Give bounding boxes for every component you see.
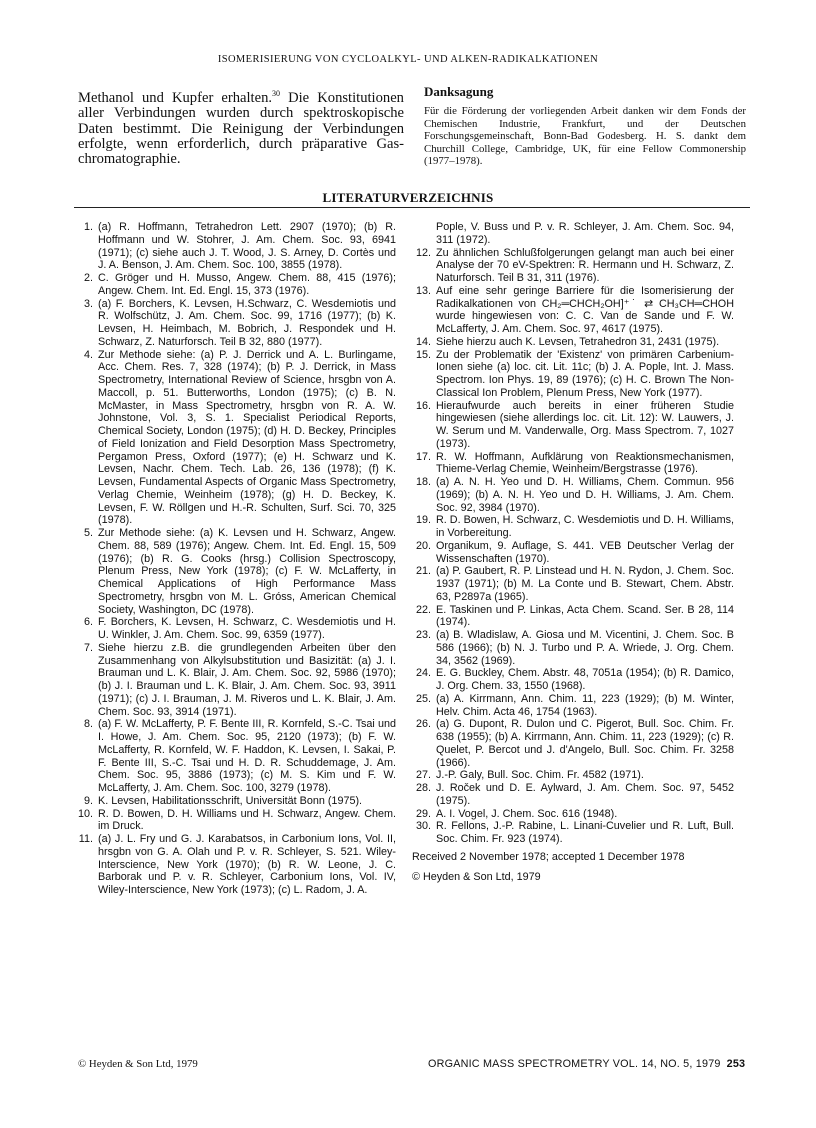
reference-number: 25. (415, 692, 431, 705)
reference-item (412, 514, 734, 540)
received-note: Received 2 November 1978; accepted 1 December 1978 (412, 850, 685, 863)
intro-paragraph (78, 86, 404, 168)
reference-number: 19. (415, 514, 431, 527)
reference-item (412, 820, 734, 846)
reference-text: Auf eine sehr geringe Barriere für die Isomerisierung der Radikalkationen von CH₂═CHCH₂OH]⁺˙ ⇄ CH₃CH═CHOH wurde hingewiesen von: C. C. Van de Sande und F. W. McLafferty, J. Am. Chem. Soc. 97, 4617 (1975). (436, 284, 734, 335)
references-right-column (412, 221, 734, 883)
reference-number: 23. (415, 629, 431, 641)
reference-number: 12. (415, 246, 431, 259)
references-title: LITERATURVERZEICHNIS (322, 190, 494, 205)
reference-text: (a) P. Gaubert, R. P. Linstead und H. N. Rydon, J. Chem. Soc. 1937 (1971); (b) M. La Conte und B. Stewart, Chem. Abstr. 63, P2897a (1965). (436, 565, 734, 603)
reference-item (412, 769, 734, 782)
reference-item (412, 476, 734, 514)
reference-number: 3. (83, 297, 93, 310)
reference-text: (a) A. Kirrmann, Ann. Chim. 11, 223 (1929); (b) M. Winter, Helv. Chim. Acta 46, 1754 (1963). (436, 692, 734, 718)
reference-number: 6. (83, 616, 93, 629)
reference-number: 13. (415, 284, 431, 297)
reference-number: 8. (83, 718, 93, 731)
reference-item (74, 642, 396, 719)
reference-item (412, 336, 734, 349)
reference-number: 28. (415, 782, 431, 794)
reference-item (412, 693, 734, 719)
reference-text: A. I. Vogel, J. Chem. Soc. 616 (1948). (436, 807, 618, 820)
reference-item (74, 349, 396, 528)
reference-item (412, 782, 734, 808)
reference-text: R. Fellons, J.-P. Rabine, L. Linani-Cuvelier und R. Luft, Bull. Soc. Chim. Fr. 923 (1974). (436, 820, 734, 845)
reference-text: J.-P. Galy, Bull. Soc. Chim. Fr. 4582 (1971). (436, 769, 644, 782)
reference-item (74, 221, 396, 272)
reference-number: 5. (83, 527, 93, 539)
reference-text: F. Borchers, K. Levsen, H. Schwarz, C. Wesdemiotis und H. U. Winkler, J. Am. Chem. Soc. 99, 6359 (1977). (98, 616, 396, 641)
reference-item (74, 527, 396, 616)
acknowledgement-body: Für die Förderung der vorliegenden Arbeit danken wir dem Fonds der Chemischen Industrie, Frankfurt, und der Deutschen Forschungsgemeinschaft, Bonn-Bad Godesberg. H. S. dankt dem Churchill College, Cambridge, UK, für eine Fellow Commonership (1977–1978). (424, 105, 746, 168)
acknowledgement-heading: Danksagung (424, 84, 494, 99)
reference-number: 26. (415, 718, 431, 731)
reference-text: (a) J. L. Fry und G. J. Karabatsos, in Carbonium Ions, Vol. II, hrsgbn von G. A. Olah und P. v. R. Schleyer, S. 521. Wiley-Interscience, New York (1970); (b) R. W. Leone, J. C. Barborak und P. v. R. Schleyer, Carbonium Ions, Vol. IV, Wiley-Interscience, New York (1973); (c) L. Radom, J. A. (98, 833, 396, 896)
copyright-note: © Heyden & Son Ltd, 1979 (412, 870, 541, 883)
reference-number: 2. (83, 272, 93, 284)
reference-number: 17. (415, 450, 431, 463)
reference-number: 7. (83, 641, 93, 654)
reference-number: 21. (415, 565, 431, 578)
reference-number: 24. (415, 667, 431, 680)
reference-text: (a) A. N. H. Yeo und D. H. Williams, Chem. Commun. 956 (1969); (b) A. N. H. Yeo und D. H. Williams, J. Am. Chem. Soc. 92, 3984 (1970). (436, 476, 734, 514)
reference-text: Zur Methode siehe: (a) P. J. Derrick und A. L. Burlingame, Acc. Chem. Res. 7, 328 (1974); (b) P. J. Derrick, in Mass Spectrometry, International Review of Science, hrsgbn von A. Maccoll, p. 51. Butterworths, London (1975); (c) B. N. McMaster, in Mass Spectrometry, hrsgbn von R. A. W. Johnstone, Vol. 3, S. 1. Specialist Periodical Reports, Chemical Society, London (1975); (d) H. D. Beckey, Principles of Field Ionization and Field Desorption Mass Spectrometry, Pergamon Press, Oxford (1977); (e) H. Schwarz und K. Levsen, Nachr. Chem. Tech. Lab. 26, 136 (1978); (f) K. Levsen, Fundamental Aspects of Organic Mass Spectrometry, Verlag Chemie, Weinheim (1978); (g) H. D. Beckey, K. Levsen, F. W. Röllgen und H.-R. Schulten, Surf. Sci. 70, 325 (1978). (98, 348, 396, 527)
reference-text: R. D. Bowen, D. H. Williams und H. Schwarz, Angew. Chem. im Druck. (98, 807, 396, 833)
reference-item (412, 540, 734, 566)
reference-number: 1. (83, 221, 93, 233)
reference-text: K. Levsen, Habilitationsschrift, Universität Bonn (1975). (98, 794, 363, 807)
reference-item (74, 616, 396, 642)
reference-item (74, 808, 396, 834)
page-number: 253 (726, 1058, 746, 1070)
intro-text-after: Die Konstitutionen aller Verbindungen wurden durch spektroskopische Daten bestimmt. Die Reinigung der Verbindungen erfolgte, wenn erforderlich, durch präparative Gas-chromatographie. (78, 89, 404, 168)
reference-text: Zu ähnlichen Schlußfolgerungen gelangt man auch bei einer Analyse der 70 eV-Spektren: R. Hermann und H. Schwarz, Z. Naturforsch. Teil B 31, 311 (1976). (436, 246, 734, 284)
reference-item (412, 808, 734, 821)
reference-text: (a) F. W. McLafferty, P. F. Bente III, R. Kornfeld, S.-C. Tsai und I. Howe, J. Am. Chem. Soc. 95, 2120 (1973); (b) F. W. McLafferty, R. Kornfeld, W. F. Haddon, K. Levsen, I. Sakai, P. F. Bente III, S.-C. Tsai und H. D. R. Schuddemage, J. Am. Chem. Soc. 95, 3886 (1973); (c) M. S. Kim und F. W. McLafferty, J. Am. Chem. Soc. 100, 3279 (1978). (98, 718, 396, 794)
intro-text-before: Methanol und Kupfer erhalten. (78, 89, 273, 106)
reference-number: 15. (415, 348, 431, 361)
reference-text: Pople, V. Buss und P. v. R. Schleyer, J. Am. Chem. Soc. 94, 311 (1972). (436, 221, 734, 246)
reference-item (412, 247, 734, 285)
reference-item (74, 795, 396, 808)
reference-text: Siehe hierzu z.B. die grundlegenden Arbeiten über den Zusammenhang von Alkylsubstitution und Basizität: (a) J. I. Brauman und L. K. Blair, J. Am. Chem. Soc. 92, 5986 (1970); (b) J. I. Brauman und L. K. Blair, J. Am. Chem. Soc. 93, 3911 (1971); (c) J. I. Brauman, J. M. Riveros und L. K. Blair, J. Am. Chem. Soc. 93, 3914 (1971). (98, 641, 396, 718)
reference-text: J. Roček und D. E. Aylward, J. Am. Chem. Soc. 97, 5452 (1975). (436, 782, 734, 807)
reference-text: Organikum, 9. Auflage, S. 441. VEB Deutscher Verlag der Wissenschaften (1970). (436, 539, 734, 565)
reference-text: Hieraufwurde auch bereits in einer früheren Studie hingewiesen (siehe allerdings loc. cit. Lit. 12): W. Lauwers, J. W. Serum und M. Vanderwalle, Org. Mass Spectrom. 7, 1027 (1973). (436, 399, 734, 450)
reference-item (412, 718, 734, 769)
reference-text: (a) F. Borchers, K. Levsen, H.Schwarz, C. Wesdemiotis und R. Wolfschütz, J. Am. Chem. Soc. 99, 1716 (1977); (b) K. Levsen, H. Heimbach, M. Bobrich, J. Respondek und H. Schwarz, Z. Naturforsch. Teil B 32, 880 (1977). (98, 297, 396, 348)
reference-item (74, 272, 396, 298)
running-head: ISOMERISIERUNG VON CYCLOALKYL- UND ALKEN-RADIKALKATIONEN (217, 54, 599, 65)
reference-item (412, 565, 734, 603)
reference-text: (a) R. Hoffmann, Tetrahedron Lett. 2907 (1970); (b) R. Hoffmann und W. Stohrer, J. Am. Chem. Soc. 93, 6941 (1971); (c) siehe auch J. T. Wood, J. S. Arney, D. Cortès und J. A. Benson, J. Am. Chem. Soc. 100, 3855 (1978). (98, 221, 396, 272)
footer-copyright: © Heyden & Son Ltd, 1979 (78, 1058, 198, 1070)
reference-number: 18. (415, 476, 431, 488)
acknowledgement-section (424, 84, 746, 168)
reference-text: Zu der Problematik der 'Existenz' von primären Carbenium-Ionen siehe (a) loc. cit. Lit. 11c; (b) J. A. Pople, Int. J. Mass. Spectrom. Ion Phys. 19, 89 (1976); (c) H. C. Brown The Non-Classical Ion Problem, Plenum Press, New York (1977). (436, 348, 734, 399)
reference-number: 4. (83, 348, 93, 361)
reference-number: 27. (415, 769, 431, 782)
reference-item (412, 629, 734, 667)
reference-item (412, 349, 734, 400)
reference-item (412, 604, 734, 630)
citation-superscript: 30 (272, 89, 281, 98)
reference-number: 10. (77, 807, 93, 820)
reference-item (412, 285, 734, 336)
reference-number: 16. (415, 399, 431, 412)
footer-journal (428, 1058, 745, 1070)
reference-number: 20. (415, 539, 431, 552)
reference-item (74, 718, 396, 795)
references-left-column (74, 221, 396, 897)
reference-item (412, 451, 734, 477)
footer-journal-name: ORGANIC MASS SPECTROMETRY VOL. 14, NO. 5, 1979 (428, 1058, 721, 1070)
reference-item (412, 400, 734, 451)
reference-number: 29. (415, 807, 431, 820)
reference-item (412, 667, 734, 693)
divider (74, 207, 750, 208)
references-right-list (412, 221, 734, 846)
reference-item (74, 298, 396, 349)
reference-text: E. G. Buckley, Chem. Abstr. 48, 7051a (1954); (b) R. Damico, J. Org. Chem. 33, 1550 (1968). (436, 667, 734, 692)
reference-number: 14. (415, 335, 431, 348)
reference-number: 11. (78, 833, 93, 845)
reference-text: Zur Methode siehe: (a) K. Levsen und H. Schwarz, Angew. Chem. 88, 589 (1976); Angew. Chem. Int. Ed. Engl. 15, 509 (1976); (b) R. G. Cooks (hrsg.) Collision Spectroscopy, Plenum Press, New York (1978); (c) F. W. McLafferty, in Chemical Applications of High Performance Mass Spectrometry, hrsgbn von M. L. Gróss, American Chemical Society, Washington, DC (1978). (98, 527, 396, 616)
reference-number: 30. (415, 820, 431, 833)
reference-text: (a) B. Wladislaw, A. Giosa und M. Vicentini, J. Chem. Soc. B 586 (1966); (b) N. J. Turbo und P. A. Wriede, J. Org. Chem. 34, 3562 (1969). (436, 629, 734, 667)
reference-item (412, 221, 734, 247)
reference-text: R. D. Bowen, H. Schwarz, C. Wesdemiotis und D. H. Williams, in Vorbereitung. (436, 514, 734, 539)
reference-text: R. W. Hoffmann, Aufklärung von Reaktionsmechanismen, Thieme-Verlag Chemie, Weinheim/Bergstrasse (1976). (436, 450, 734, 476)
reference-text: (a) G. Dupont, R. Dulon und C. Pigerot, Bull. Soc. Chim. Fr. 638 (1955); (b) A. Kirrmann, Ann. Chim. 11, 223 (1929); (c) R. Quelet, P. Bercot und J. d'Angelo, Bull. Soc. Chim. Fr. 3258 (1966). (436, 718, 734, 769)
reference-text: Siehe hierzu auch K. Levsen, Tetrahedron 31, 2431 (1975). (436, 335, 720, 348)
reference-number: 9. (83, 794, 93, 807)
reference-text: C. Gröger und H. Musso, Angew. Chem. 88, 415 (1976); Angew. Chem. Int. Ed. Engl. 15, 373 (1976). (98, 272, 396, 297)
reference-text: E. Taskinen und P. Linkas, Acta Chem. Scand. Ser. B 28, 114 (1974). (436, 603, 734, 629)
reference-item (74, 833, 396, 897)
reference-number: 22. (415, 603, 431, 616)
